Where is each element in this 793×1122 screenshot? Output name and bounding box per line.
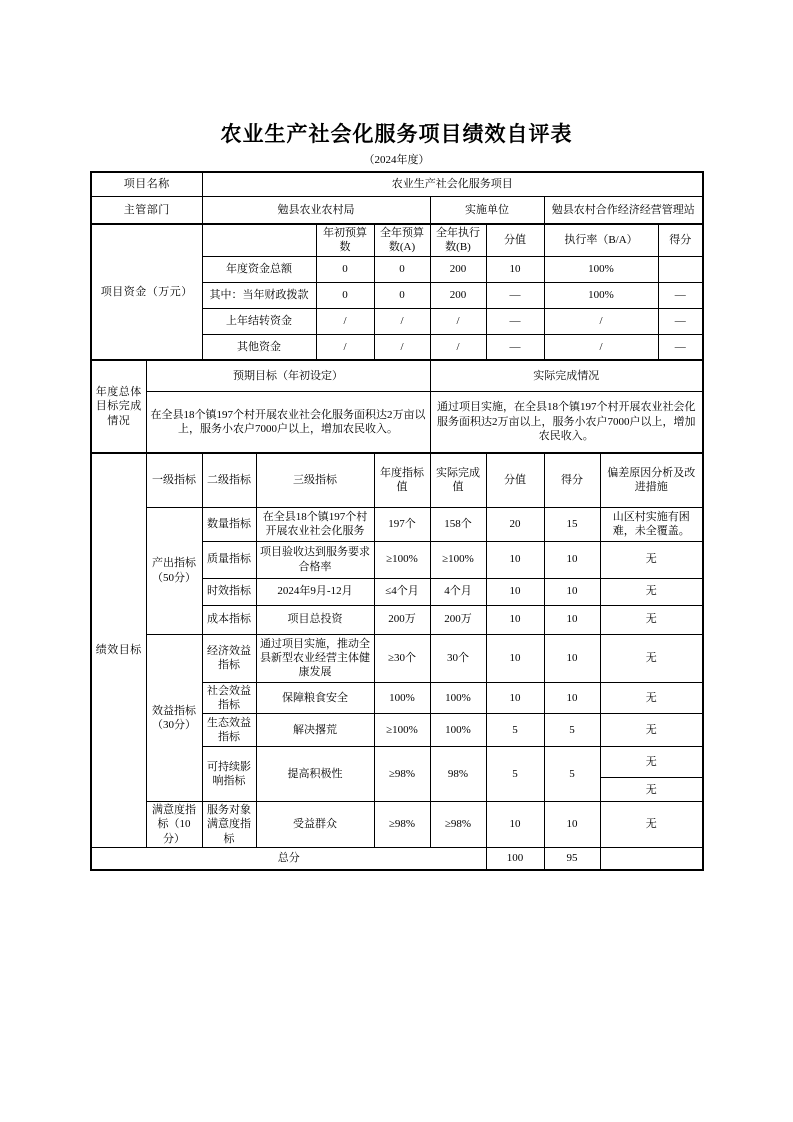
row-goal-header [91,360,703,391]
funds-cell-score: — [658,282,703,308]
perf-cell-level2: 生态效益指标 [202,714,256,747]
funds-row-label: 上年结转资金 [202,308,316,334]
perf-cell-deviation-lower: 无 [600,778,703,802]
impl-label-cell: 实施单位 [430,196,544,224]
funds-cell-executed: / [430,308,486,334]
goal-expected-header-cell: 预期目标（年初设定） [146,360,430,391]
perf-cell-score: 10 [544,578,600,605]
total-score-cell: 95 [544,848,600,870]
row-project-name [91,172,703,196]
perf-cell-target: ≥100% [374,714,430,747]
dept-value-cell: 勉县农业农村局 [202,196,430,224]
perf-cell-score: 10 [544,802,600,848]
row-total [91,848,703,870]
funds-cell-score: — [658,308,703,334]
funds-cell-weight: — [486,334,544,360]
funds-cell-rate: 100% [544,256,658,282]
perf-cell-actual: 200万 [430,605,486,634]
project-name-label-cell: 项目名称 [91,172,202,196]
total-weight-cell: 100 [486,848,544,870]
perf-cell-target: 200万 [374,605,430,634]
project-name-value-cell: 农业生产社会化服务项目 [202,172,703,196]
funds-cell-score: — [658,334,703,360]
funds-cell-annual: / [374,308,430,334]
perf-cell-level3: 项目总投资 [256,605,374,634]
funds-cell-annual: / [374,334,430,360]
perf-cell-score: 10 [544,541,600,578]
funds-cell-score [658,256,703,282]
page-subtitle: （2024年度） [363,154,430,166]
perf-cell-weight: 10 [486,802,544,848]
perf-cell-level3: 在全县18个镇197个村开展农业社会化服务 [256,507,374,541]
self-evaluation-table [90,171,704,871]
perf-cell-weight: 5 [486,714,544,747]
perf-cell-target: ≥30个 [374,634,430,682]
perf-cell-actual: ≥98% [430,802,486,848]
perf-cell-level2: 时效指标 [202,578,256,605]
perf-cell-deviation: 山区村实施有困难，未全覆盖。 [600,507,703,541]
funds-cell-weight: — [486,282,544,308]
funds-cell-initial: / [316,308,374,334]
funds-cell-executed: 200 [430,256,486,282]
perf-cell-score: 10 [544,634,600,682]
row-goal-content [91,391,703,453]
funds-cell-initial: 0 [316,282,374,308]
perf-cell-target: ≥98% [374,802,430,848]
perf-cell-score: 10 [544,682,600,714]
funds-cell-annual: 0 [374,282,430,308]
perf-cell-score: 5 [544,747,600,802]
perf-cell-deviation: 无 [600,634,703,682]
perf-cell-level2: 经济效益指标 [202,634,256,682]
perf-cell-weight: 10 [486,605,544,634]
funds-cell-weight: 10 [486,256,544,282]
perf-cell-level2: 成本指标 [202,605,256,634]
perf-cell-actual: 100% [430,682,486,714]
perf-header-target: 年度指标值 [374,453,430,507]
funds-cell-executed: 200 [430,282,486,308]
total-blank-cell [600,848,703,870]
goal-expected-text-cell: 在全县18个镇197个村开展农业社会化服务面积达2万亩以上，服务小农户7000户以上，增加农民收入。 [146,391,430,453]
perf-cell-target: ≥100% [374,541,430,578]
perf-cell-level3: 项目验收达到服务要求合格率 [256,541,374,578]
perf-group-satisfaction: 满意度指标（10分） [146,802,202,848]
perf-header-weight: 分值 [486,453,544,507]
perf-cell-actual: 4个月 [430,578,486,605]
perf-header-level2: 二级指标 [202,453,256,507]
perf-cell-level2: 服务对象满意度指标 [202,802,256,848]
total-label-cell: 总分 [91,848,486,870]
dept-label-cell: 主管部门 [91,196,202,224]
perf-cell-level2: 质量指标 [202,541,256,578]
perf-header-level1: 一级指标 [146,453,202,507]
funds-row-label: 其中：当年财政拨款 [202,282,316,308]
funds-header-initial-budget: 年初预算数 [316,224,374,256]
perf-cell-weight: 10 [486,541,544,578]
funds-cell-rate: / [544,308,658,334]
funds-header-rate: 执行率（B/A） [544,224,658,256]
perf-cell-weight: 20 [486,507,544,541]
perf-cell-level2: 数量指标 [202,507,256,541]
perf-cell-target: 197个 [374,507,430,541]
perf-cell-level3: 通过项目实施，推动全县新型农业经营主体健康发展 [256,634,374,682]
perf-cell-target: 100% [374,682,430,714]
perf-cell-deviation: 无 [600,682,703,714]
funds-cell-rate: 100% [544,282,658,308]
perf-cell-weight: 10 [486,634,544,682]
funds-header-score: 得分 [658,224,703,256]
funds-header-executed: 全年执行数(B) [430,224,486,256]
perf-group-benefit: 效益指标（30分） [146,634,202,802]
funds-cell-executed: / [430,334,486,360]
row-perf-economic [91,634,703,682]
perf-cell-deviation: 无 [600,714,703,747]
impl-value-cell: 勉县农村合作经济经营管理站 [544,196,703,224]
perf-cell-target: ≤4个月 [374,578,430,605]
perf-cell-actual: ≥100% [430,541,486,578]
page-title: 农业生产社会化服务项目绩效自评表 [220,122,573,146]
perf-header-deviation: 偏差原因分析及改进措施 [600,453,703,507]
perf-cell-weight: 5 [486,747,544,802]
perf-cell-actual: 30个 [430,634,486,682]
perf-cell-level3: 提高积极性 [256,747,374,802]
perf-header-score: 得分 [544,453,600,507]
funds-blank-header-cell [202,224,316,256]
perf-group-output: 产出指标（50分） [146,507,202,634]
funds-section-label-cell: 项目资金（万元） [91,224,202,360]
funds-cell-weight: — [486,308,544,334]
funds-cell-rate: / [544,334,658,360]
perf-cell-actual: 100% [430,714,486,747]
perf-cell-weight: 10 [486,578,544,605]
perf-cell-score: 5 [544,714,600,747]
row-perf-satisfaction [91,802,703,848]
funds-cell-initial: / [316,334,374,360]
funds-cell-annual: 0 [374,256,430,282]
perf-header-level3: 三级指标 [256,453,374,507]
perf-cell-level3: 受益群众 [256,802,374,848]
perf-cell-actual: 158个 [430,507,486,541]
perf-section-label-cell: 绩效目标 [91,453,146,847]
row-funds-header [91,224,703,256]
funds-row-label: 其他资金 [202,334,316,360]
perf-cell-weight: 10 [486,682,544,714]
perf-cell-level2: 社会效益指标 [202,682,256,714]
perf-cell-deviation: 无 [600,578,703,605]
perf-cell-deviation: 无 [600,605,703,634]
perf-header-actual: 实际完成值 [430,453,486,507]
row-departments [91,196,703,224]
goal-section-label-cell: 年度总体目标完成情况 [91,360,146,453]
funds-header-weight: 分值 [486,224,544,256]
perf-cell-level3: 解决撂荒 [256,714,374,747]
row-perf-header [91,453,703,507]
perf-cell-score: 10 [544,605,600,634]
perf-cell-deviation: 无 [600,541,703,578]
perf-cell-deviation: 无 [600,802,703,848]
perf-cell-actual: 98% [430,747,486,802]
funds-header-annual-budget: 全年预算数(A) [374,224,430,256]
goal-actual-text-cell: 通过项目实施，在全县18个镇197个村开展农业社会化服务面积达2万亩以上，服务小农户7000户以上，增加农民收入。 [430,391,703,453]
perf-cell-level2: 可持续影响指标 [202,747,256,802]
perf-cell-target: ≥98% [374,747,430,802]
goal-actual-header-cell: 实际完成情况 [430,360,703,391]
perf-cell-level3: 保障粮食安全 [256,682,374,714]
perf-cell-deviation-upper: 无 [600,747,703,778]
perf-cell-level3: 2024年9月-12月 [256,578,374,605]
funds-cell-initial: 0 [316,256,374,282]
perf-cell-score: 15 [544,507,600,541]
funds-row-label: 年度资金总额 [202,256,316,282]
row-perf-quantity [91,507,703,541]
